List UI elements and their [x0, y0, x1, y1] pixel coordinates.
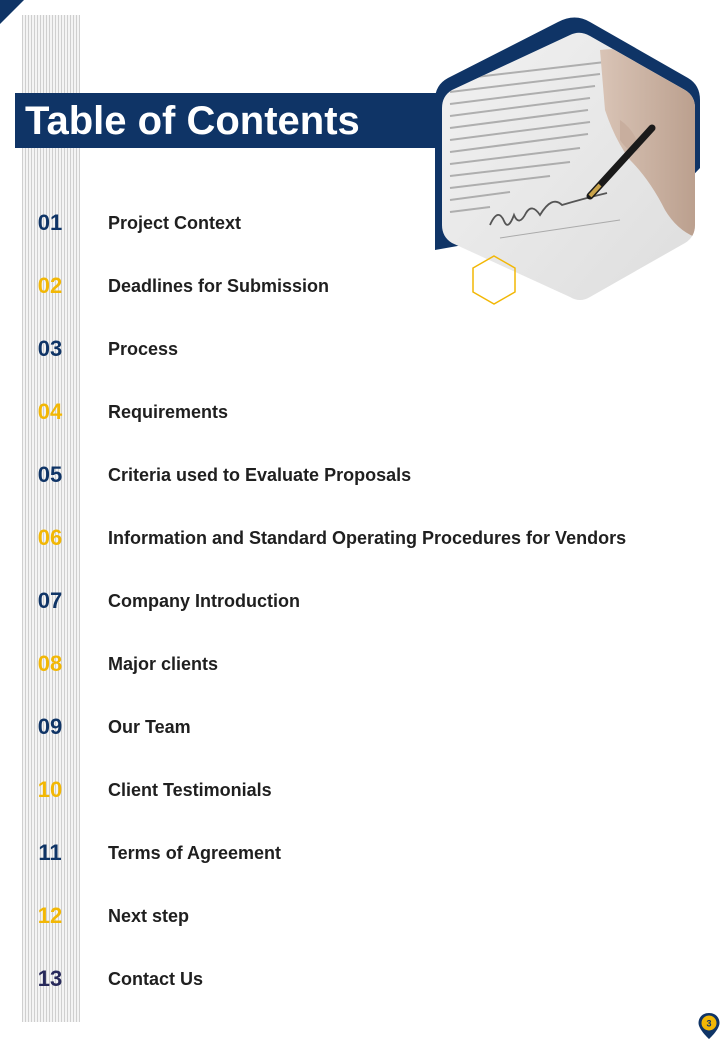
toc-item-client-testimonials[interactable]	[0, 770, 720, 810]
toc-item-label: Next step	[108, 906, 190, 926]
page-title: Table of Contents	[25, 99, 360, 143]
toc-item-our-team[interactable]	[0, 707, 720, 747]
toc-item-number: 02	[37, 273, 63, 298]
toc-item-number: 01	[37, 210, 63, 235]
toc-item-label: Information and Standard Operating Procedures for Vendors	[108, 528, 627, 548]
toc-item-number: 12	[37, 903, 63, 928]
toc-item-number: 08	[37, 651, 63, 676]
page-number-badge	[697, 1012, 720, 1040]
toc-item-number: 03	[37, 336, 63, 361]
toc-item-label: Major clients	[108, 654, 219, 674]
toc-item-label: Deadlines for Submission	[108, 276, 330, 296]
toc-item-label: Criteria used to Evaluate Proposals	[108, 465, 412, 485]
toc-item-major-clients[interactable]	[0, 644, 720, 684]
corner-accent	[0, 0, 24, 24]
title-banner	[15, 93, 445, 148]
toc-item-information-sops[interactable]	[0, 518, 720, 558]
page-number: 3	[706, 1018, 712, 1029]
toc-item-contact-us[interactable]	[0, 959, 720, 999]
toc-item-number: 09	[37, 714, 63, 739]
toc-item-number: 07	[37, 588, 63, 613]
toc-item-project-context[interactable]	[0, 203, 720, 243]
toc-item-deadlines[interactable]	[0, 266, 720, 306]
toc-item-number: 06	[37, 525, 63, 550]
toc-item-label: Contact Us	[108, 969, 204, 989]
toc-item-next-step[interactable]	[0, 896, 720, 936]
toc-item-label: Company Introduction	[108, 591, 300, 611]
toc-item-number: 05	[37, 462, 63, 487]
toc-item-number: 10	[37, 777, 63, 802]
toc-item-label: Project Context	[108, 213, 242, 233]
toc-item-company-introduction[interactable]	[0, 581, 720, 621]
toc-item-label: Client Testimonials	[108, 780, 272, 800]
toc-item-terms-of-agreement[interactable]	[0, 833, 720, 873]
toc-item-label: Process	[108, 339, 179, 359]
toc-item-criteria[interactable]	[0, 455, 720, 495]
toc-item-number: 11	[38, 840, 62, 865]
toc-item-label: Requirements	[108, 402, 229, 422]
toc-item-requirements[interactable]	[0, 392, 720, 432]
toc-item-number: 04	[37, 399, 63, 424]
toc-item-process[interactable]	[0, 329, 720, 369]
toc-item-label: Our Team	[108, 717, 191, 737]
toc-item-number: 13	[37, 966, 63, 991]
toc-item-label: Terms of Agreement	[108, 843, 282, 863]
